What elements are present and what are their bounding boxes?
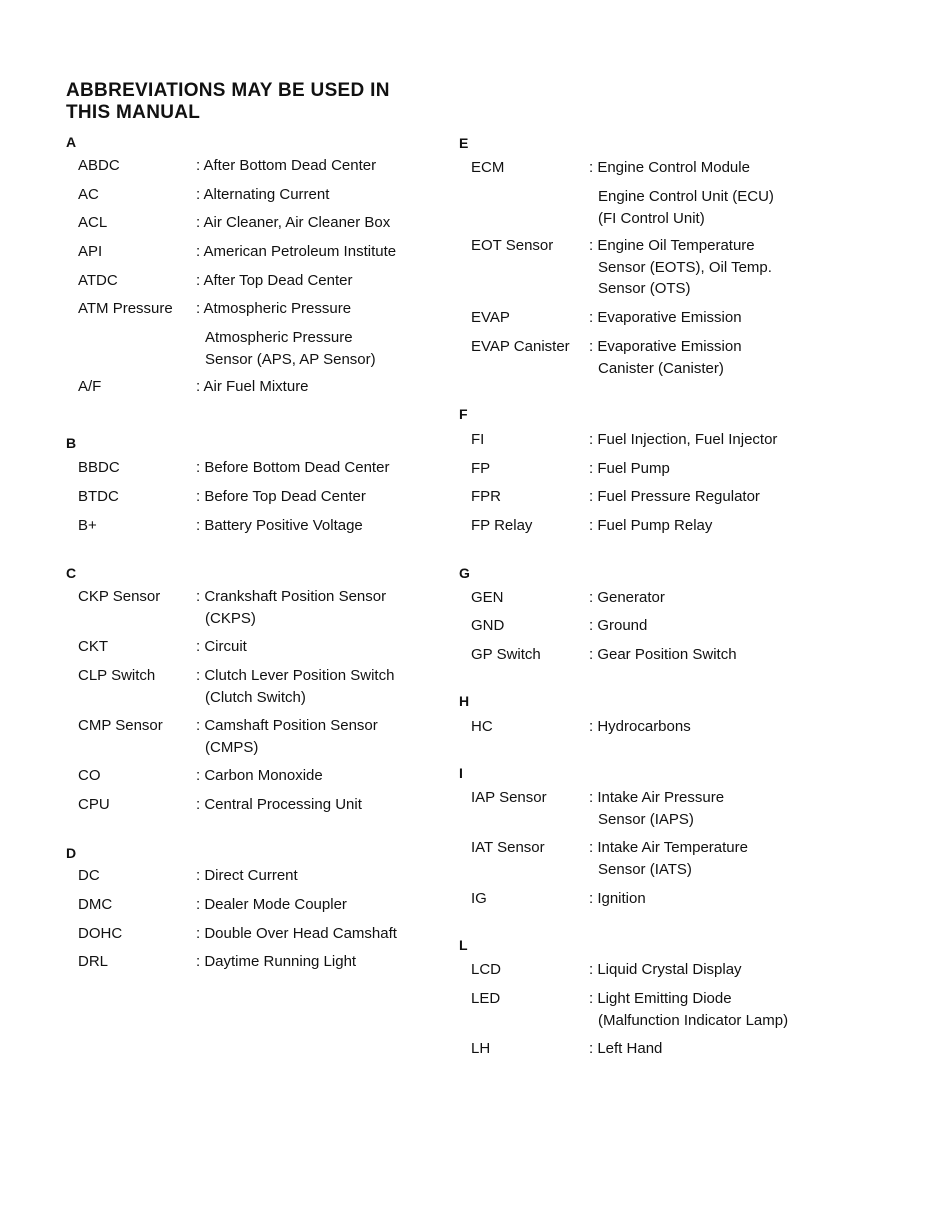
definition — [589, 458, 879, 480]
definition — [196, 486, 476, 508]
definition-line: : Generator — [589, 589, 665, 606]
definition-line: : Ground — [589, 617, 648, 634]
definition-line: : Double Over Head Camshaft — [196, 925, 397, 942]
definition — [589, 787, 879, 830]
definition-line: : Battery Positive Voltage — [196, 517, 363, 534]
definition-line: : After Bottom Dead Center — [196, 157, 377, 174]
section-letter-i: I — [459, 765, 463, 781]
abbreviation-term: DOHC — [78, 925, 123, 942]
definition — [589, 336, 879, 379]
section-letter-g: G — [459, 565, 470, 581]
definition-line: : Air Fuel Mixture — [196, 378, 309, 395]
abbreviation-term: ACL — [78, 214, 108, 231]
definition — [196, 212, 476, 234]
page-title — [66, 80, 466, 124]
definition-line: : Fuel Injection, Fuel Injector — [589, 431, 778, 448]
definition — [196, 665, 476, 708]
definition-line: : Dealer Mode Coupler — [196, 896, 347, 913]
definition-line: Canister (Canister) — [598, 359, 724, 377]
definition-line: : Daytime Running Light — [196, 953, 357, 970]
abbreviation-term: IG — [471, 890, 487, 907]
definition-line: : Engine Oil Temperature — [589, 237, 755, 254]
abbreviation-term: A/F — [78, 378, 102, 395]
section-letter-d: D — [66, 845, 77, 861]
definition — [589, 307, 879, 329]
definition-line: (Malfunction Indicator Lamp) — [598, 1011, 789, 1029]
definition-line: : Gear Position Switch — [589, 646, 737, 663]
definition-line: : After Top Dead Center — [196, 272, 353, 289]
definition — [196, 155, 476, 177]
definition — [589, 587, 879, 609]
definition — [589, 716, 879, 738]
abbreviation-term: ABDC — [78, 157, 120, 174]
definition-line: Sensor (APS, AP Sensor) — [205, 350, 376, 368]
abbreviation-term: LED — [471, 990, 501, 1007]
section-letter-c: C — [66, 565, 77, 581]
definition-line: : Direct Current — [196, 867, 298, 884]
abbreviation-term: BBDC — [78, 459, 120, 476]
definition — [196, 715, 476, 758]
abbreviation-term: BTDC — [78, 488, 119, 505]
abbreviation-term: CKT — [78, 638, 108, 655]
definition — [196, 894, 476, 916]
definition-line: : Atmospheric Pressure — [196, 300, 352, 317]
abbreviation-term: ECM — [471, 159, 505, 176]
definition — [196, 951, 476, 973]
section-letter-a: A — [66, 134, 77, 150]
abbreviation-term: EVAP Canister — [471, 338, 570, 355]
definition-line: : Before Top Dead Center — [196, 488, 366, 505]
definition — [196, 270, 476, 292]
definition — [589, 515, 879, 537]
definition-line: (FI Control Unit) — [598, 209, 705, 227]
abbreviation-term: API — [78, 243, 103, 260]
definition-line: : Camshaft Position Sensor — [196, 717, 378, 734]
definition-line: (CMPS) — [205, 738, 259, 756]
section-letter-f: F — [459, 406, 468, 422]
abbreviation-term: FP — [471, 460, 491, 477]
definition-line: : Central Processing Unit — [196, 796, 362, 813]
abbreviation-term: ATM Pressure — [78, 300, 173, 317]
definition — [196, 515, 476, 537]
definition — [589, 429, 879, 451]
definition-line: : Fuel Pressure Regulator — [589, 488, 760, 505]
definition-line: : Liquid Crystal Display — [589, 961, 742, 978]
definition — [589, 988, 879, 1031]
definition — [196, 636, 476, 658]
definition-line: : Intake Air Pressure — [589, 789, 725, 806]
abbreviation-term: DC — [78, 867, 100, 884]
definition-line: : Ignition — [589, 890, 646, 907]
page-title-line-2: THIS MANUAL — [66, 102, 201, 123]
section-letter-b: B — [66, 435, 77, 451]
definition-line: : Clutch Lever Position Switch — [196, 667, 395, 684]
definition — [589, 837, 879, 880]
section-letter-l: L — [459, 937, 468, 953]
definition-line: : Hydrocarbons — [589, 718, 691, 735]
definition-line: : Crankshaft Position Sensor — [196, 588, 387, 605]
abbreviation-term: CKP Sensor — [78, 588, 161, 605]
definition — [589, 486, 879, 508]
definition — [589, 615, 879, 637]
definition-line: : Intake Air Temperature — [589, 839, 748, 856]
definition — [196, 794, 476, 816]
abbreviation-term: GEN — [471, 589, 504, 606]
abbreviation-term: CLP Switch — [78, 667, 156, 684]
abbreviation-term: AC — [78, 186, 99, 203]
definition-line: : Before Bottom Dead Center — [196, 459, 390, 476]
definition — [196, 765, 476, 787]
abbreviation-term: DMC — [78, 896, 113, 913]
abbreviation-term: DRL — [78, 953, 109, 970]
abbreviation-term: FP Relay — [471, 517, 533, 534]
definition — [196, 865, 476, 887]
definition-line: Sensor (IAPS) — [598, 810, 694, 828]
abbreviation-term: LH — [471, 1040, 491, 1057]
definition-line: (Clutch Switch) — [205, 688, 306, 706]
definition — [196, 586, 476, 629]
definition-line: Sensor (OTS) — [598, 280, 691, 297]
abbreviation-term: IAP Sensor — [471, 789, 547, 806]
definition — [196, 376, 476, 398]
definition — [589, 959, 879, 981]
definition — [196, 241, 476, 263]
abbreviation-term: CPU — [78, 796, 110, 813]
definition — [196, 184, 476, 206]
definition — [589, 235, 879, 300]
definition-line: Engine Control Unit (ECU) — [598, 188, 774, 205]
abbreviation-term: GND — [471, 617, 505, 634]
abbreviation-term: LCD — [471, 961, 502, 978]
definition — [196, 457, 476, 479]
definition-line: : Alternating Current — [196, 186, 330, 203]
abbreviation-term: ATDC — [78, 272, 118, 289]
abbreviation-term: CO — [78, 767, 101, 784]
abbreviation-term: CMP Sensor — [78, 717, 163, 734]
definition-line: : Air Cleaner, Air Cleaner Box — [196, 214, 391, 231]
definition-line: : Evaporative Emission — [589, 309, 742, 326]
abbreviation-term: FPR — [471, 488, 501, 505]
definition-line: : Light Emitting Diode — [589, 990, 732, 1007]
definition — [196, 923, 476, 945]
definition-line: Sensor (EOTS), Oil Temp. — [598, 258, 772, 276]
abbreviation-term: HC — [471, 718, 493, 735]
definition-line: : Carbon Monoxide — [196, 767, 323, 784]
definition-line: : Evaporative Emission — [589, 338, 742, 355]
abbreviation-term: EVAP — [471, 309, 510, 326]
section-letter-e: E — [459, 135, 469, 151]
definition-line: : Engine Control Module — [589, 159, 750, 176]
definition-line: : Circuit — [196, 638, 247, 655]
definition-line: Atmospheric Pressure — [205, 329, 353, 346]
definition-line: : Left Hand — [589, 1040, 663, 1057]
definition — [589, 1038, 879, 1060]
abbreviation-term: EOT Sensor — [471, 237, 554, 254]
abbreviation-term: IAT Sensor — [471, 839, 545, 856]
definition — [589, 644, 879, 666]
definition-line: : American Petroleum Institute — [196, 243, 397, 260]
definition-line: : Fuel Pump — [589, 460, 670, 477]
abbreviation-term: B+ — [78, 517, 97, 534]
definition — [196, 298, 476, 370]
abbreviation-term: FI — [471, 431, 485, 448]
definition-line: Sensor (IATS) — [598, 860, 692, 878]
definition-line: : Fuel Pump Relay — [589, 517, 713, 534]
definition-line: (CKPS) — [205, 609, 256, 627]
definition — [589, 888, 879, 910]
section-letter-h: H — [459, 693, 470, 709]
definition — [589, 157, 879, 229]
page-title-line-1: ABBREVIATIONS MAY BE USED IN — [66, 80, 390, 101]
abbreviation-term: GP Switch — [471, 646, 541, 663]
